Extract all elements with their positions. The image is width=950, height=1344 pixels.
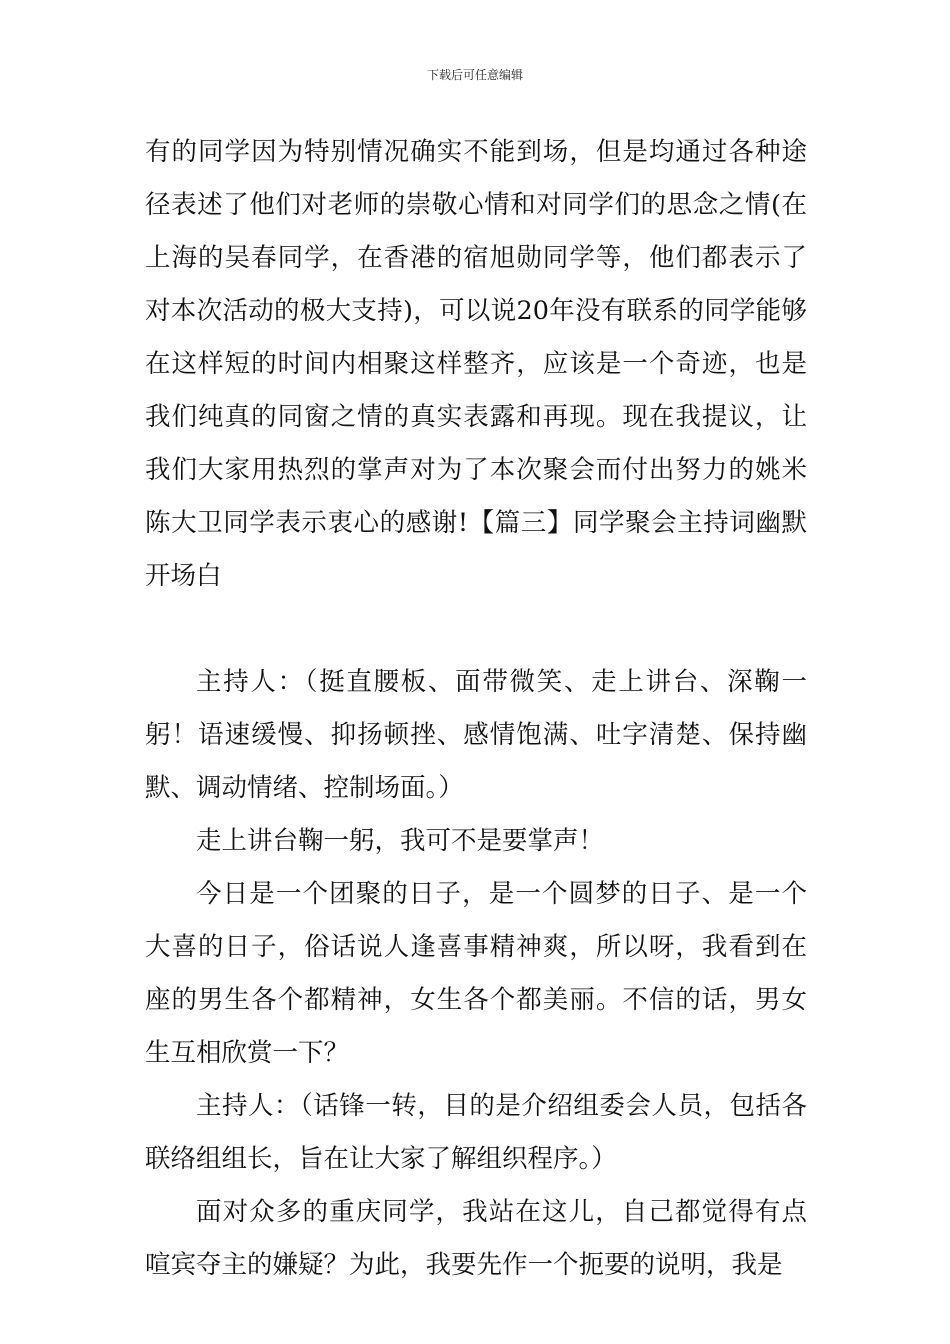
paragraph-6: 面对众多的重庆同学，我站在这儿，自己都觉得有点喧宾夺主的嫌疑？为此，我要先作一个扼要的说明，我是 [145, 1197, 807, 1280]
page-header: 下载后可任意编辑 [426, 68, 523, 82]
paragraph-gap [145, 603, 807, 656]
paragraph-4: 今日是一个团聚的日子，是一个圆梦的日子、是一个大喜的日子，俗话说人逢喜事精神爽，所以呀，我看到在座的男生各个都精神，女生各个都美丽。不信的话，男女生互相欣赏一下？ [145, 879, 807, 1068]
paragraph-3: 走上讲台鞠一躬，我可不是要掌声！ [196, 826, 605, 856]
paragraph-5: 主持人：（话锋一转，目的是介绍组委会人员，包括各联络组组长，旨在让大家了解组织程序。） [145, 1091, 807, 1174]
paragraph-1: 有的同学因为特别情况确实不能到场，但是均通过各种途径表述了他们对老师的崇敬心情和对同学们的思念之情(在上海的吴春同学，在香港的宿旭勋同学等，他们都表示了对本次活动的极大支持)，可以说20年没有联系的同学能够在这样短的时间内相聚这样整齐，应该是一个奇迹，也是我们纯真的同窗之情的真实表露和再现。现在我提议，让我们大家用热烈的掌声对为了本次聚会而付出努力的姚米陈大卫同学表示衷心的感谢!【篇三】同学聚会主持词幽默开场白 [145, 137, 807, 591]
paragraph-2: 主持人：（挺直腰板、面带微笑、走上讲台、深鞠一躬！语速缓慢、抑扬顿挫、感情饱满、吐字清楚、保持幽默、调动情绪、控制场面。） [145, 667, 807, 803]
document-body [145, 126, 807, 1292]
